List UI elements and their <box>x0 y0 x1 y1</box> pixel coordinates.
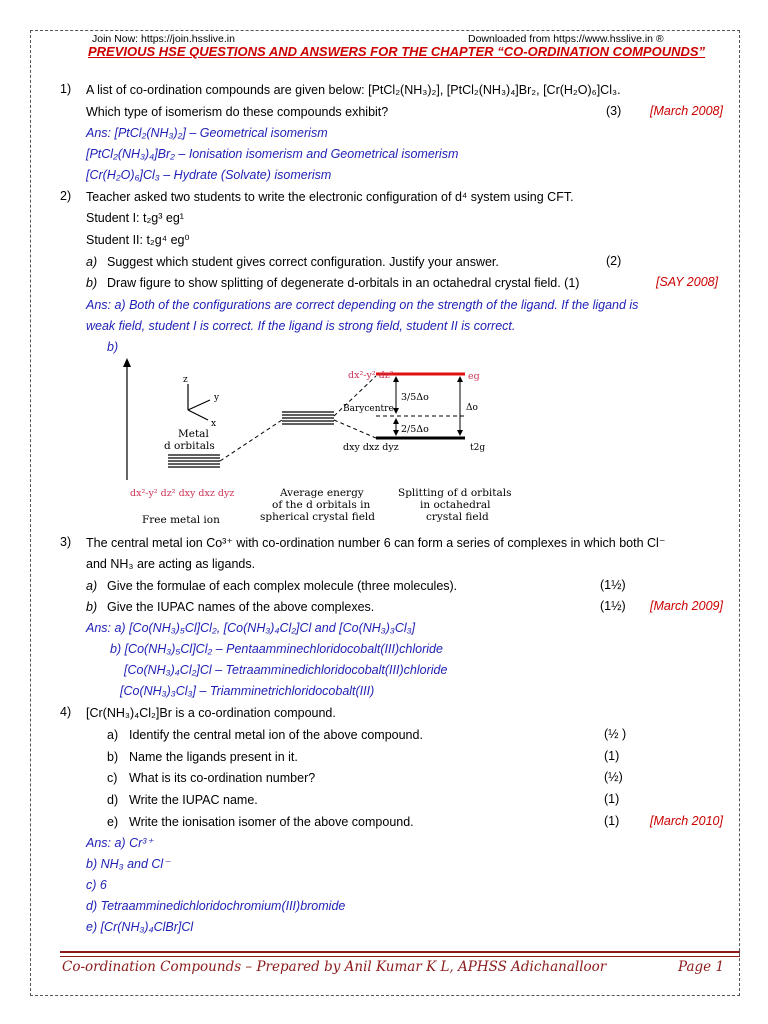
q2-answer-b-label: b) <box>107 340 119 354</box>
q4-item-d-marks: (1) <box>604 792 620 806</box>
q4-item-b-marks: (1) <box>604 749 620 763</box>
two-fifths-label: 2/5Δo <box>401 424 429 435</box>
q3-a-text: Give the formulae of each complex molecule (three molecules). <box>107 579 458 593</box>
q3-answer-3: [Co(NH₃)₄Cl₂]Cl – Tetraamminedichloridocobalt(III)chloride <box>124 663 448 677</box>
q1-answer-3: [Cr(H₂O)₆]Cl₃ – Hydrate (Solvate) isomerism <box>86 168 332 182</box>
q1-marks: (3) <box>606 104 622 118</box>
q4-answer-e: e) [Cr(NH₃)₄ClBr]Cl <box>86 920 194 934</box>
footer-page-number: Page 1 <box>678 959 725 975</box>
q3-answer-4: [Co(NH₃)₃Cl₃] – Triamminetrichloridocobalt(III) <box>120 684 375 698</box>
q2-number: 2) <box>60 189 72 203</box>
axis-z-label: z <box>183 375 188 385</box>
q4-item-e-text: Write the ionisation isomer of the above compound. <box>129 815 414 829</box>
q3-line2: and NH₃ are acting as ligands. <box>86 557 256 571</box>
connector-to-t2g <box>334 420 376 438</box>
q4-year: [March 2010] <box>650 814 723 828</box>
q4-answer-a: Ans: a) Cr³⁺ <box>86 836 154 850</box>
q3-b-label: b) <box>86 600 98 614</box>
average-energy-caption-2: of the d orbitals in <box>272 499 371 511</box>
header-download-link[interactable]: Downloaded from https://www.hsslive.in ® <box>468 33 664 45</box>
q2-a-label: a) <box>86 255 98 269</box>
three-fifths-label: 3/5Δo <box>401 392 429 403</box>
eg-orbital-labels: dx²-y² dz² <box>348 370 394 381</box>
q2-student-1: Student I: t₂g³ eg¹ <box>86 211 184 225</box>
axis-x-line <box>188 410 208 420</box>
q4-item-d-label: d) <box>107 793 119 807</box>
q1-line2: Which type of isomerism do these compounds exhibit? <box>86 105 389 119</box>
q1-year: [March 2008] <box>650 104 723 118</box>
q4-item-b-text: Name the ligands present in it. <box>129 750 298 764</box>
q3-b-marks: (1½) <box>600 599 626 613</box>
q3-b-text: Give the IUPAC names of the above complexes. <box>107 600 375 614</box>
footer-rule-thick <box>60 951 740 953</box>
q4-item-b-label: b) <box>107 750 119 764</box>
header-join-link[interactable]: Join Now: https://join.hsslive.in <box>92 33 235 45</box>
q4-item-c-label: c) <box>107 771 118 785</box>
page-title: PREVIOUS HSE QUESTIONS AND ANSWERS FOR THE CHAPTER “CO-ORDINATION COMPOUNDS” <box>88 44 706 59</box>
q3-answer-2: b) [Co(NH₃)₅Cl]Cl₂ – Pentaamminechloridocobalt(III)chloride <box>110 642 443 656</box>
t2g-label: t2g <box>470 443 486 453</box>
q4-item-e-label: e) <box>107 815 119 829</box>
barycentre-label: Barycentre <box>343 404 394 414</box>
q4-line1: [Cr(NH₃)₄Cl₂]Br is a co-ordination compound. <box>86 706 336 720</box>
splitting-caption-3: crystal field <box>426 511 489 523</box>
q2-year: [SAY 2008] <box>656 275 719 289</box>
q1-number: 1) <box>60 82 72 96</box>
q2-answer-2: weak field, student I is correct. If the ligand is strong field, student II is correct. <box>86 319 516 333</box>
connector-free-to-spherical <box>220 420 282 461</box>
q4-answer-b: b) NH₃ and Cl⁻ <box>86 857 170 871</box>
q4-answer-d: d) Tetraamminedichloridochromium(III)bromide <box>86 899 346 913</box>
q4-item-a-label: a) <box>107 728 119 742</box>
free-ion-levels <box>168 455 220 467</box>
average-energy-caption-3: spherical crystal field <box>260 511 375 523</box>
q3-a-marks: (1½) <box>600 578 626 592</box>
eg-label: eg <box>468 371 480 382</box>
q2-answer-1: Ans: a) Both of the configurations are correct depending on the strength of the ligand. If the ligand is <box>86 298 639 312</box>
q2-b-text: Draw figure to show splitting of degenerate d-orbitals in an octahedral crystal field. (1) <box>107 276 580 290</box>
q4-item-d-text: Write the IUPAC name. <box>129 793 258 807</box>
q1-answer-1: Ans: [PtCl₂(NH₃)₂] – Geometrical isomerism <box>86 126 328 140</box>
t2g-orbital-labels: dxy dxz dyz <box>343 442 399 453</box>
q4-item-a-marks: (½ ) <box>604 727 627 741</box>
q3-a-label: a) <box>86 579 98 593</box>
axis-y-line <box>188 400 210 410</box>
q2-student-2: Student II: t₂g⁴ eg⁰ <box>86 233 190 247</box>
spherical-field-levels <box>282 412 334 424</box>
q4-item-c-marks: (½) <box>604 770 623 784</box>
q3-number: 3) <box>60 535 72 549</box>
splitting-caption-1: Splitting of d orbitals <box>398 487 512 499</box>
crystal-field-splitting-diagram <box>110 350 550 530</box>
metal-label: Metal <box>178 428 209 440</box>
q3-year: [March 2009] <box>650 599 723 613</box>
q2-a-text: Suggest which student gives correct configuration. Justify your answer. <box>107 255 499 269</box>
axis-y-label: y <box>214 393 220 403</box>
q4-answer-c: c) 6 <box>86 878 107 892</box>
q1-line1: A list of co-ordination compounds are given below: [PtCl₂(NH₃)₂], [PtCl₂(NH₃)₄]Br₂, [Cr(H₂O)₆]Cl₃. <box>86 83 621 97</box>
q4-item-e-marks: (1) <box>604 814 620 828</box>
q4-item-a-text: Identify the central metal ion of the above compound. <box>129 728 423 742</box>
q2-line1: Teacher asked two students to write the electronic configuration of d⁴ system using CFT. <box>86 190 574 204</box>
footer-text: Co-ordination Compounds – Prepared by Anil Kumar K L, APHSS Adichanalloor <box>62 959 607 975</box>
axis-x-label: x <box>211 419 217 429</box>
average-energy-caption-1: Average energy <box>280 487 364 499</box>
footer-rule-thin <box>60 956 740 957</box>
delta-label: Δo <box>466 403 478 413</box>
energy-axis-arrow <box>123 358 131 367</box>
q4-number: 4) <box>60 705 72 719</box>
d-orbitals-label: d orbitals <box>164 440 215 452</box>
q2-a-marks: (2) <box>606 254 622 268</box>
free-ion-caption: Free metal ion <box>142 514 220 526</box>
q1-answer-2: [PtCl₂(NH₃)₄]Br₂ – Ionisation isomerism and Geometrical isomerism <box>86 147 459 161</box>
q3-line1: The central metal ion Co³⁺ with co-ordination number 6 can form a series of complexes in which both Cl⁻ <box>86 536 666 550</box>
q3-answer-1: Ans: a) [Co(NH₃)₅Cl]Cl₂, [Co(NH₃)₄Cl₂]Cl and [Co(NH₃)₃Cl₃] <box>86 621 416 635</box>
splitting-caption-2: in octahedral <box>420 499 491 511</box>
q4-item-c-text: What is its co-ordination number? <box>129 771 316 785</box>
free-ion-orbital-labels: dx²-y² dz² dxy dxz dyz <box>130 488 235 499</box>
q2-b-label: b) <box>86 276 98 290</box>
